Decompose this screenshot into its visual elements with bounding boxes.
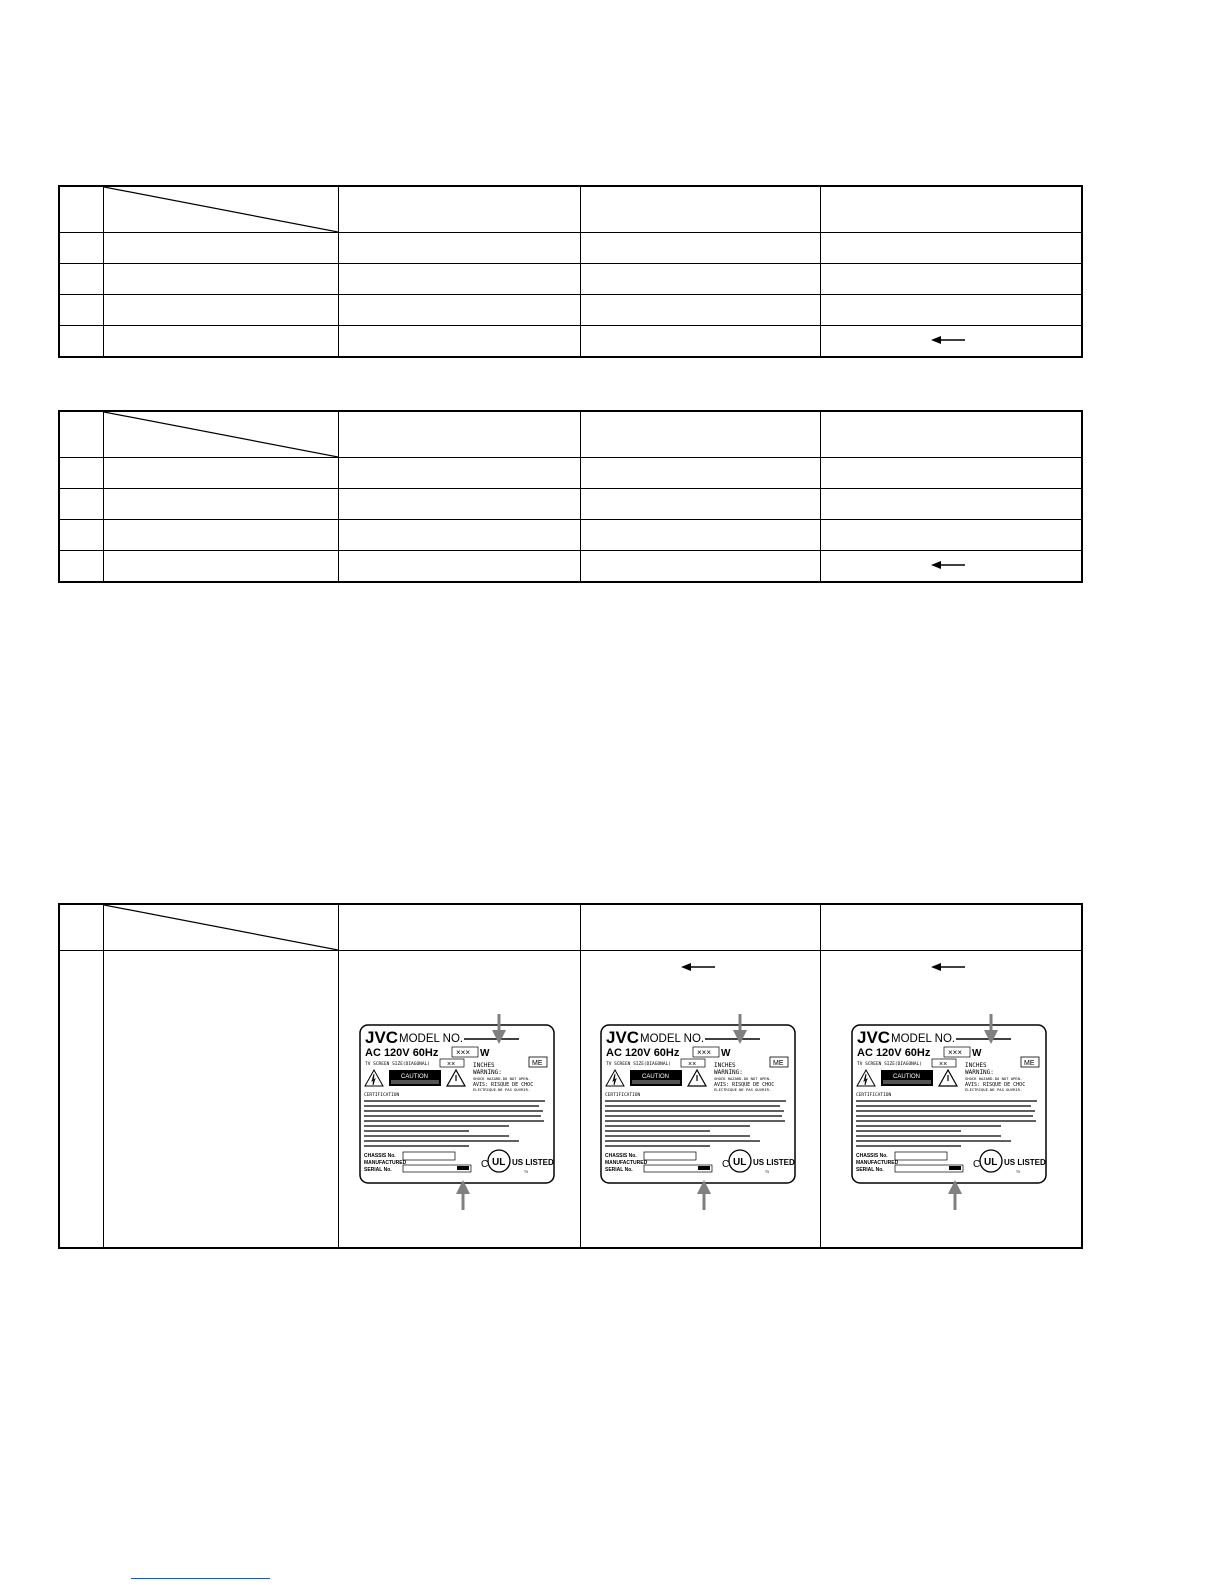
model-no-text: MODEL NO. bbox=[640, 1033, 705, 1045]
svg-text:W: W bbox=[721, 1048, 731, 1059]
svg-text:INCHES: INCHES bbox=[473, 1062, 495, 1069]
svg-text:ME: ME bbox=[1024, 1060, 1035, 1067]
rating-label bbox=[600, 1024, 796, 1184]
table-header-row bbox=[59, 186, 1082, 233]
header-cell bbox=[580, 411, 820, 458]
svg-text:SERIAL No.: SERIAL No. bbox=[856, 1167, 884, 1173]
diagonal-header-cell bbox=[103, 186, 338, 233]
diagonal-line bbox=[104, 905, 338, 950]
header-cell bbox=[59, 904, 103, 951]
table-header-row bbox=[59, 411, 1082, 458]
jvc-logo: JVC bbox=[606, 1028, 640, 1047]
svg-text:×××: ××× bbox=[948, 1048, 963, 1057]
svg-text:WARNING:: WARNING: bbox=[473, 1069, 502, 1076]
svg-text:CAUTION: CAUTION bbox=[642, 1074, 669, 1080]
table-row bbox=[59, 264, 1082, 295]
svg-text:×××: ××× bbox=[697, 1048, 712, 1057]
svg-text:CHASSIS No.: CHASSIS No. bbox=[605, 1153, 637, 1159]
header-cell bbox=[820, 904, 1082, 951]
svg-text:TV: TV bbox=[1016, 1170, 1021, 1174]
left-arrow-icon bbox=[681, 961, 715, 973]
diagonal-line bbox=[104, 187, 338, 232]
table-2 bbox=[58, 410, 1083, 583]
same-as-left-cell bbox=[820, 326, 1082, 358]
table-row bbox=[59, 326, 1082, 358]
svg-text:SHOCK HAZARD-DO NOT OPEN.: SHOCK HAZARD-DO NOT OPEN. bbox=[473, 1076, 531, 1081]
left-arrow-icon bbox=[931, 961, 965, 973]
same-as-left-cell bbox=[820, 551, 1082, 583]
svg-text:AVIS: RISQUE DE CHOC: AVIS: RISQUE DE CHOC bbox=[473, 1082, 534, 1088]
jvc-logo: JVC bbox=[365, 1028, 399, 1047]
left-arrow-icon bbox=[931, 559, 965, 571]
rating-label bbox=[851, 1024, 1047, 1184]
svg-text:AVIS: RISQUE DE CHOC: AVIS: RISQUE DE CHOC bbox=[965, 1082, 1026, 1088]
svg-text:UL: UL bbox=[733, 1157, 747, 1168]
power-text: AC 120V 60Hz bbox=[606, 1047, 680, 1059]
svg-text:CHASSIS No.: CHASSIS No. bbox=[364, 1153, 396, 1159]
svg-text:××: ×× bbox=[447, 1061, 456, 1068]
rating-label bbox=[359, 1024, 555, 1184]
svg-text:×××: ××× bbox=[456, 1048, 471, 1057]
jvc-logo: JVC bbox=[857, 1028, 891, 1047]
svg-text:C: C bbox=[722, 1159, 730, 1170]
svg-text:SERIAL No.: SERIAL No. bbox=[605, 1167, 633, 1173]
up-arrow-icon bbox=[948, 1180, 962, 1210]
header-cell bbox=[338, 904, 580, 951]
svg-text:ME: ME bbox=[773, 1060, 784, 1067]
svg-text:××: ×× bbox=[688, 1061, 697, 1068]
table-row bbox=[59, 489, 1082, 520]
diagonal-line bbox=[104, 412, 338, 457]
down-arrow-icon bbox=[984, 1014, 998, 1044]
svg-text:TV SCREEN SIZE(DIAGONAL): TV SCREEN SIZE(DIAGONAL) bbox=[606, 1062, 672, 1067]
svg-text:ELECTRIQUE-NE PAS OUVRIR.: ELECTRIQUE-NE PAS OUVRIR. bbox=[965, 1087, 1023, 1092]
svg-text:ELECTRIQUE-NE PAS OUVRIR.: ELECTRIQUE-NE PAS OUVRIR. bbox=[714, 1087, 772, 1092]
svg-text:MANUFACTURED: MANUFACTURED bbox=[364, 1160, 407, 1166]
svg-text:INCHES: INCHES bbox=[965, 1062, 987, 1069]
header-cell bbox=[59, 411, 103, 458]
model-no-text: MODEL NO. bbox=[891, 1033, 956, 1045]
bottom-hyperlink-underline[interactable] bbox=[131, 1578, 270, 1579]
power-text: AC 120V 60Hz bbox=[365, 1047, 439, 1059]
svg-text:W: W bbox=[480, 1048, 490, 1059]
svg-text:ELECTRIQUE-NE PAS OUVRIR.: ELECTRIQUE-NE PAS OUVRIR. bbox=[473, 1087, 531, 1092]
svg-text:CERTIFICATION: CERTIFICATION bbox=[364, 1093, 400, 1098]
table-1 bbox=[58, 185, 1083, 358]
svg-text:CERTIFICATION: CERTIFICATION bbox=[605, 1093, 641, 1098]
svg-text:SERIAL No.: SERIAL No. bbox=[364, 1167, 392, 1173]
table-row bbox=[59, 233, 1082, 264]
svg-text:CHASSIS No.: CHASSIS No. bbox=[856, 1153, 888, 1159]
diagonal-header-cell bbox=[103, 904, 338, 951]
header-cell bbox=[59, 186, 103, 233]
table-row bbox=[59, 295, 1082, 326]
svg-text:TV SCREEN SIZE(DIAGONAL): TV SCREEN SIZE(DIAGONAL) bbox=[857, 1062, 923, 1067]
svg-text:W: W bbox=[972, 1048, 982, 1059]
svg-text:INCHES: INCHES bbox=[714, 1062, 736, 1069]
svg-text:××: ×× bbox=[939, 1061, 948, 1068]
svg-text:C: C bbox=[973, 1159, 981, 1170]
svg-text:SHOCK HAZARD-DO NOT OPEN.: SHOCK HAZARD-DO NOT OPEN. bbox=[714, 1076, 772, 1081]
diagonal-header-cell bbox=[103, 411, 338, 458]
down-arrow-icon bbox=[492, 1014, 506, 1044]
svg-text:WARNING:: WARNING: bbox=[714, 1069, 743, 1076]
table-row bbox=[59, 458, 1082, 489]
left-arrow-icon bbox=[931, 334, 965, 346]
svg-text:WARNING:: WARNING: bbox=[965, 1069, 994, 1076]
header-cell bbox=[338, 186, 580, 233]
svg-text:UL: UL bbox=[984, 1157, 998, 1168]
svg-text:US LISTED: US LISTED bbox=[512, 1158, 554, 1167]
svg-text:TV: TV bbox=[765, 1170, 770, 1174]
svg-text:CERTIFICATION: CERTIFICATION bbox=[856, 1093, 892, 1098]
svg-text:TV: TV bbox=[524, 1170, 529, 1174]
svg-text:CAUTION: CAUTION bbox=[401, 1074, 428, 1080]
svg-text:C: C bbox=[481, 1159, 489, 1170]
power-text: AC 120V 60Hz bbox=[857, 1047, 931, 1059]
svg-text:UL: UL bbox=[492, 1157, 506, 1168]
table-row bbox=[59, 551, 1082, 583]
header-cell bbox=[580, 904, 820, 951]
svg-text:US LISTED: US LISTED bbox=[1004, 1158, 1046, 1167]
svg-text:MANUFACTURED: MANUFACTURED bbox=[605, 1160, 648, 1166]
svg-text:US LISTED: US LISTED bbox=[753, 1158, 795, 1167]
svg-text:CAUTION: CAUTION bbox=[893, 1074, 920, 1080]
svg-text:SHOCK HAZARD-DO NOT OPEN.: SHOCK HAZARD-DO NOT OPEN. bbox=[965, 1076, 1023, 1081]
table-header-row bbox=[59, 904, 1082, 951]
model-no-text: MODEL NO. bbox=[399, 1033, 464, 1045]
svg-text:ME: ME bbox=[532, 1060, 543, 1067]
header-cell bbox=[338, 411, 580, 458]
up-arrow-icon bbox=[456, 1180, 470, 1210]
down-arrow-icon bbox=[733, 1014, 747, 1044]
svg-text:TV SCREEN SIZE(DIAGONAL): TV SCREEN SIZE(DIAGONAL) bbox=[365, 1062, 431, 1067]
up-arrow-icon bbox=[697, 1180, 711, 1210]
svg-text:MANUFACTURED: MANUFACTURED bbox=[856, 1160, 899, 1166]
header-cell bbox=[820, 411, 1082, 458]
svg-text:AVIS: RISQUE DE CHOC: AVIS: RISQUE DE CHOC bbox=[714, 1082, 775, 1088]
header-cell bbox=[580, 186, 820, 233]
table-row bbox=[59, 520, 1082, 551]
header-cell bbox=[820, 186, 1082, 233]
